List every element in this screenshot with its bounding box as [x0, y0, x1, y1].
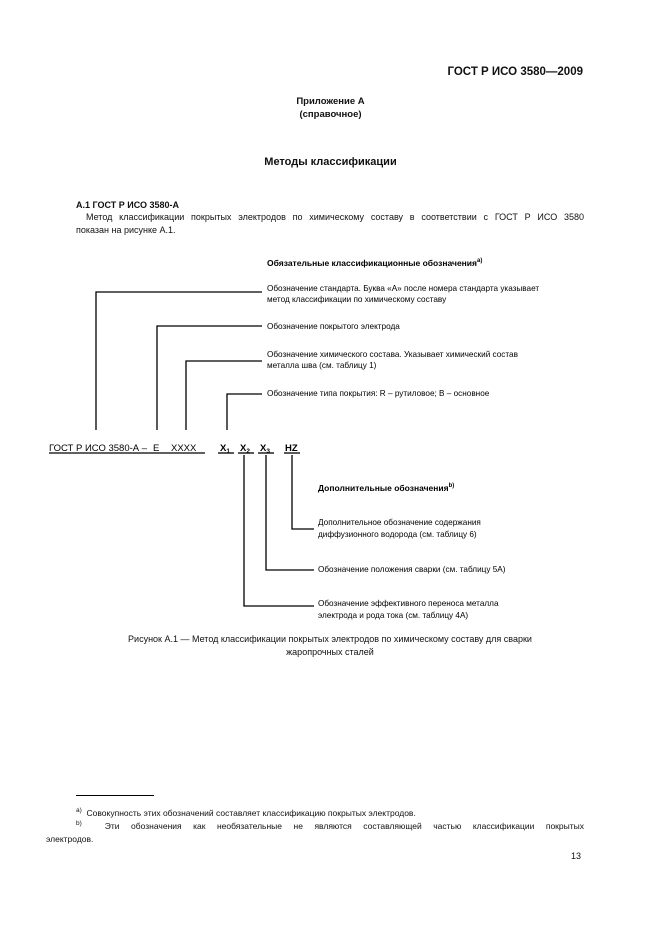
connector-position: [266, 455, 314, 570]
optional-heading: Дополнительные обозначения: [318, 483, 449, 493]
designation-x1: X: [220, 443, 227, 454]
paragraph-line-2: показан на рисунке А.1.: [76, 225, 176, 235]
connector-chem: [186, 361, 262, 430]
footnote-b-mark: b): [76, 820, 82, 827]
label-hydrogen-1: Дополнительное обозначение содержания: [318, 518, 481, 527]
label-hydrogen-2: диффузионного водорода (см. таблицу 6): [318, 530, 477, 539]
svg-text:X2: [240, 443, 250, 455]
subsection-heading: А.1 ГОСТ Р ИСО 3580-А: [76, 200, 180, 210]
connector-efficiency: [244, 455, 314, 606]
designation-xxxx: XXXX: [171, 443, 197, 454]
label-electrode: Обозначение покрытого электрода: [267, 322, 400, 331]
footnote-a-mark: a): [76, 807, 82, 814]
label-chem-2: металла шва (см. таблицу 1): [267, 361, 377, 370]
page-number: 13: [570, 851, 581, 861]
label-efficiency-1: Обозначение эффективного переноса металла: [318, 599, 499, 608]
optional-heading-sup: b): [448, 483, 455, 489]
designation-x2-sub: 2: [246, 448, 250, 455]
mandatory-heading-sup: a): [477, 258, 483, 264]
designation-x3: X: [260, 443, 267, 454]
designation-hz: HZ: [285, 443, 298, 454]
label-standard-2: метод классификации по химическому составу: [267, 295, 447, 304]
figure-caption: [60, 633, 600, 659]
connector-electrode: [157, 326, 262, 430]
designation-e: E: [153, 443, 160, 454]
footnote-a-text: Совокупность этих обозначений составляет классификацию покрытых электродов.: [86, 807, 416, 818]
section-title: Методы классификации: [264, 156, 397, 168]
label-efficiency-2: электрода и рода тока (см. таблицу 4А): [318, 611, 469, 620]
annex-title: Приложение А: [296, 96, 365, 107]
designation-prefix: ГОСТ Р ИСО 3580-А –: [49, 443, 148, 454]
designation-x2: X: [240, 443, 247, 454]
connector-hydrogen: [292, 455, 314, 529]
caption-line-2: жаропрочных сталей: [286, 647, 374, 657]
designation-x1-sub: 1: [226, 448, 230, 455]
svg-text:X1: [220, 443, 230, 455]
svg-text:Дополнительные обозначенияb): [318, 483, 454, 493]
connector-coating: [227, 394, 262, 430]
footnote-b-text-1: Эти обозначения как необязательные не являются составляющей частью классификации покрытых: [104, 820, 584, 831]
label-coating: Обозначение типа покрытия: R – рутиловое; В – основное: [267, 389, 490, 398]
footnote-b: [46, 817, 584, 846]
label-chem-1: Обозначение химического состава. Указывает химический состав: [267, 350, 518, 359]
footnote-divider: [76, 795, 154, 796]
paragraph-line-1: Метод классификации покрытых электродов по химическому составу в соответствии с ГОСТ Р ИСО 3580: [86, 212, 584, 222]
label-position: Обозначение положения сварки (см. таблицу 5А): [318, 565, 506, 574]
svg-text:X3: [260, 443, 270, 455]
mandatory-heading: Обязательные классификационные обозначения: [267, 258, 477, 268]
caption-line-1: Рисунок А.1 — Метод классификации покрытых электродов по химическому составу для сварки: [128, 634, 532, 644]
svg-text:Обязательные классификационные: [267, 258, 482, 268]
designation-x3-sub: 3: [266, 448, 270, 455]
annex-status: (справочное): [299, 109, 362, 120]
footnote-b-text-2: электродов.: [46, 833, 94, 844]
document-number-header: ГОСТ Р ИСО 3580—2009: [447, 66, 583, 78]
label-standard-1: Обозначение стандарта. Буква «А» после номера стандарта указывает: [267, 284, 540, 293]
